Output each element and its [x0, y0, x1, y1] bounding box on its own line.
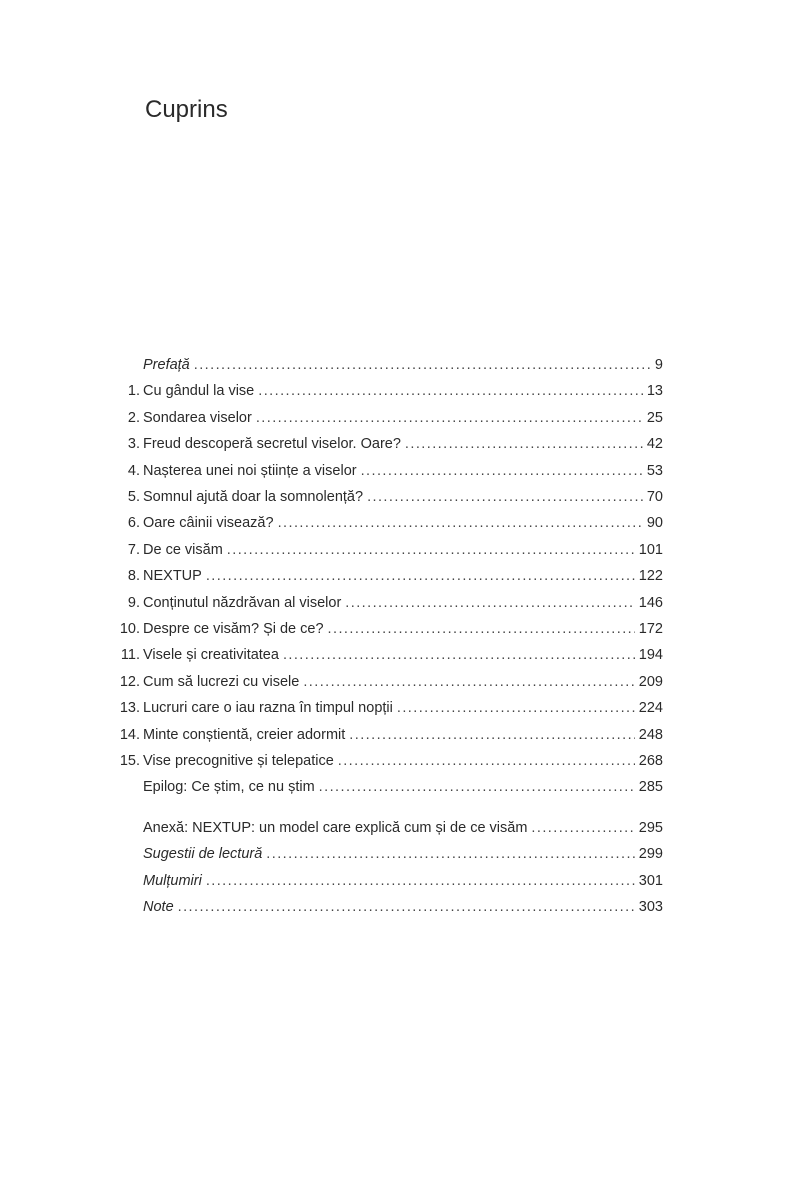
- toc-entry-page-number: 13: [646, 383, 663, 400]
- toc-dot-leader: [256, 405, 643, 431]
- toc-entry-number: 9.: [127, 594, 140, 611]
- toc-entry-number: 13.: [119, 700, 140, 717]
- toc-entry-line: [143, 405, 663, 431]
- toc-entry: [0, 695, 800, 721]
- toc-entry-title: Oare câinii visează?: [143, 515, 274, 532]
- toc-entry-title: Nașterea unei noi științe a viselor: [143, 462, 357, 479]
- toc-entry-page-number: 122: [638, 568, 663, 585]
- toc-entry-line: [143, 815, 663, 841]
- toc-entry: [0, 352, 800, 378]
- toc-entry-line: [143, 695, 663, 721]
- toc-entry-page-number: 90: [646, 515, 663, 532]
- toc-dot-leader: [266, 841, 635, 867]
- toc-entry: [0, 868, 800, 894]
- toc-entry: [0, 590, 800, 616]
- toc-dot-leader: [397, 695, 635, 721]
- toc-dot-leader: [303, 669, 634, 695]
- toc-dot-leader: [178, 894, 635, 920]
- toc-entry-page-number: 268: [638, 753, 663, 769]
- toc-entry-title: Sugestii de lectură: [143, 846, 263, 863]
- toc-entry: [0, 378, 800, 404]
- toc-dot-leader: [283, 642, 635, 668]
- toc-entry-title: Cu gândul la vise: [143, 383, 255, 400]
- toc-entry-line: [143, 484, 663, 510]
- toc-entry-line: [143, 868, 663, 894]
- toc-entry-title: Freud descoperă secretul viselor. Oare?: [143, 436, 401, 453]
- toc-entry-line: [143, 748, 663, 774]
- page-title: Cuprins: [145, 96, 228, 123]
- toc-entry-title: Lucruri care o iau razna în timpul nopții: [143, 700, 393, 717]
- toc-entry-title: De ce visăm: [143, 541, 223, 558]
- toc-entry: [0, 642, 800, 668]
- toc-entry-page-number: 25: [646, 409, 663, 426]
- toc-entry-title: Note: [143, 899, 174, 915]
- toc-entry: [0, 616, 800, 642]
- toc-entry-title: Epilog: Ce știm, ce nu știm: [143, 779, 315, 796]
- toc-entry-title: Conținutul năzdrăvan al viselor: [143, 594, 342, 611]
- toc-entry-page-number: 209: [638, 673, 663, 690]
- toc-entry-page-number: 146: [638, 594, 663, 611]
- toc-entry-page-number: 224: [638, 700, 663, 717]
- toc-entry-page-number: 53: [646, 462, 663, 479]
- toc-entry-line: [143, 510, 663, 536]
- toc-entry: [0, 669, 800, 695]
- toc-entry-title: Prefață: [143, 357, 190, 373]
- toc-entry-title: Despre ce visăm? Și de ce?: [143, 621, 324, 637]
- toc-entry-number: 5.: [127, 489, 140, 505]
- toc-entry-page-number: 299: [638, 846, 663, 863]
- toc-entry-number: 1.: [127, 383, 140, 400]
- toc-entry-line: [143, 458, 663, 484]
- toc-entry-title: Somnul ajută doar la somnolență?: [143, 489, 364, 505]
- toc-dot-leader: [367, 484, 643, 510]
- toc-entry: [0, 774, 800, 800]
- toc-entry-page-number: 42: [646, 436, 663, 453]
- toc-dot-leader: [345, 590, 635, 616]
- toc-entry-page-number: 70: [646, 489, 663, 505]
- toc-entry-line: [143, 378, 663, 404]
- toc-entry-number: 6.: [127, 515, 140, 532]
- toc-entry-number: 8.: [127, 568, 140, 585]
- toc-dot-leader: [531, 815, 634, 841]
- toc-entry-line: [143, 894, 663, 920]
- toc-entry: [0, 815, 800, 841]
- toc-entry: [0, 722, 800, 748]
- toc-entry-title: Mulțumiri: [143, 872, 202, 889]
- toc-dot-leader: [278, 510, 643, 536]
- toc-entry: [0, 458, 800, 484]
- toc-dot-leader: [405, 431, 643, 457]
- toc-entry-line: [143, 537, 663, 563]
- toc-dot-leader: [328, 616, 635, 642]
- toc-dot-leader: [206, 868, 635, 894]
- toc-entry-line: [143, 352, 663, 378]
- toc-entry: [0, 484, 800, 510]
- toc-dot-leader: [361, 458, 643, 484]
- toc-entry: [0, 510, 800, 536]
- toc-entry-page-number: 303: [638, 899, 663, 915]
- toc-entry-line: [143, 590, 663, 616]
- toc-entry-title: Anexă: NEXTUP: un model care explică cum și de ce visăm: [143, 819, 528, 836]
- toc-entry: [0, 563, 800, 589]
- toc-entry-line: [143, 774, 663, 800]
- toc-entry-page-number: 295: [638, 819, 663, 836]
- toc-entry-number: 11.: [120, 647, 140, 664]
- toc-entry-number: 7.: [127, 541, 140, 558]
- toc-entry-number: 3.: [127, 436, 140, 453]
- toc-entry: [0, 841, 800, 867]
- toc-entry-line: [143, 841, 663, 867]
- toc-entry-page-number: 101: [638, 541, 663, 558]
- toc-entry: [0, 748, 800, 774]
- toc-entry-title: Sondarea viselor: [143, 409, 252, 426]
- toc-entry-line: [143, 722, 663, 748]
- toc-entry-page-number: 172: [638, 621, 663, 637]
- toc-entry-number: 15.: [119, 753, 140, 769]
- toc-entry-number: 4.: [127, 462, 140, 479]
- toc-dot-leader: [206, 563, 635, 589]
- toc-dot-leader: [227, 537, 635, 563]
- toc-dot-leader: [338, 748, 635, 774]
- toc-entry-line: [143, 669, 663, 695]
- toc-entry-title: Vise precognitive și telepatice: [143, 753, 334, 769]
- toc-entry-number: 2.: [127, 409, 140, 426]
- toc-entry-number: 14.: [119, 726, 140, 743]
- toc-entry-page-number: 194: [638, 647, 663, 664]
- toc-entry-number: 10.: [119, 621, 140, 637]
- toc-entry-line: [143, 563, 663, 589]
- toc-dot-leader: [258, 378, 643, 404]
- toc-entry-page-number: 301: [638, 872, 663, 889]
- toc-dot-leader: [194, 352, 651, 378]
- toc-entry-line: [143, 431, 663, 457]
- toc-entry-page-number: 9: [654, 357, 663, 373]
- toc-entry-title: NEXTUP: [143, 568, 202, 585]
- toc-dot-leader: [319, 774, 635, 800]
- toc-entry: [0, 405, 800, 431]
- toc-entry-title: Minte conștientă, creier adormit: [143, 726, 346, 743]
- toc-entry-line: [143, 642, 663, 668]
- toc-entry: [0, 537, 800, 563]
- toc-entry-page-number: 248: [638, 726, 663, 743]
- toc-dot-leader: [349, 722, 635, 748]
- toc-entry-page-number: 285: [638, 779, 663, 796]
- toc-entry: [0, 894, 800, 920]
- toc-entry-number: 12.: [119, 673, 140, 690]
- toc-entry-title: Cum să lucrezi cu visele: [143, 673, 300, 690]
- toc-entry-title: Visele și creativitatea: [143, 647, 279, 664]
- toc-entry-line: [143, 616, 663, 642]
- toc-entry: [0, 431, 800, 457]
